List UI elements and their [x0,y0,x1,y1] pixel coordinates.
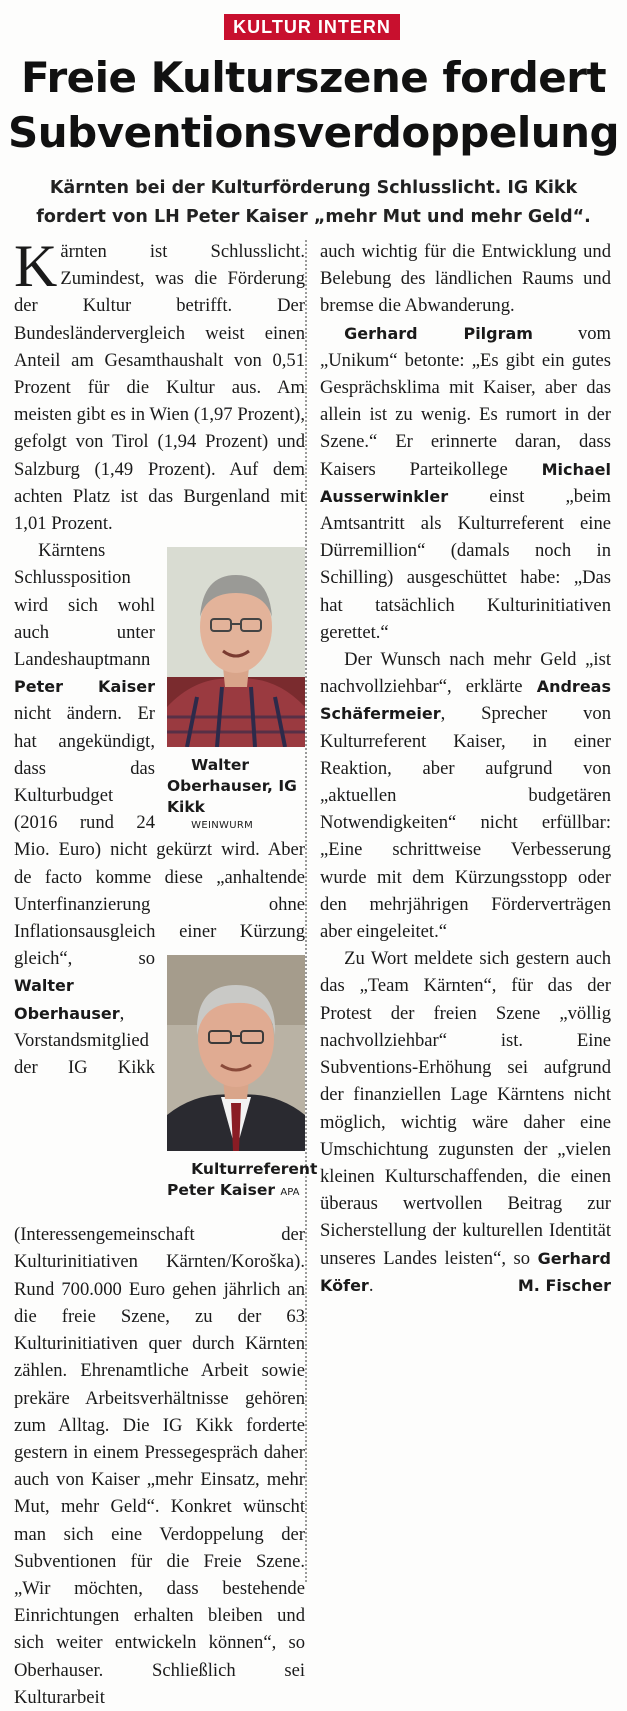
photo-kaiser-caption-text: Kulturreferent Peter Kaiser [167,1160,318,1200]
name-walter-oberhauser: Walter Oberhauser [14,976,120,1023]
name-gerhard-pilgram: Gerhard Pilgram [344,323,533,343]
paragraph-1 [14,233,305,537]
section-kicker: KULTUR INTERN [224,14,400,40]
headline [8,50,619,160]
author-byline: M. Fischer [517,1275,611,1295]
name-andreas-schaefermeier: Andreas Schäfermeier [320,677,611,724]
name-michael-ausserwinkler: Michael Ausserwinkler [320,459,611,506]
paragraph-5-text-a: Der Wunsch nach mehr Geld „ist nachvollziehbar“, erklärte [320,649,611,698]
paragraph-6-text-b: . [368,1274,374,1296]
photo-oberhauser-caption: Walter Oberhauser, IG Kikk [167,756,297,817]
subheadline-line-2: fordert von LH Peter Kaiser „mehr Mut und mehr Geld“. [36,207,591,227]
portrait-kaiser-icon [167,955,305,1151]
headline-line-2: Subventionsverdoppelung [8,108,620,157]
photo-kaiser-credit: APA [280,1187,300,1199]
paragraph-2-text-c: , Vorstandsmitglied der IG Kikk (Interessengemeinschaft der Kulturinitiativen Kärnten/Koroška). Rund 700.000 Euro gehen jährlich an die freie Szene, zu der 63 Kulturinitiativen quer durch Kärnten zählen. Ehrenamtliche Arbeit sowie prekäre Arbeitsverhältnisse gehören zum Alltag. Die IG Kikk forderte gestern in einem Pressegespräch daher auch von Kaiser „mehr Einsatz, mehr Mut, mehr Geld“. Konkret wünscht man sich eine Verdoppelung der Subventionen für die Freie Szene. „Wir möchten, dass bestehende Einrichtungen erhalten bleiben und sich weiter entwickeln können“, so Oberhauser. Schließlich sei Kulturarbeit [14,1002,305,1708]
name-peter-kaiser: Peter Kaiser [14,677,155,697]
article-column-2 [320,238,611,1299]
paragraph-6-text-a: Zu Wort meldete sich gestern auch das „Team Kärnten“, für das der Protest der freien Szene „völlig nachvollziehbar“ ist. Eine Subventions-Erhöhung sei aufgrund der finanziellen Lage Kärntens nicht möglich, wichtig wäre daher eine Umschichtung zugunsten der „vielen kleinen Kulturschaffenden, die einen überaus wertvollen Beitrag zur Sicherstellung der kulturellen Identität unseres Landes leisten“, so [320,948,611,1269]
column-divider [305,240,307,1582]
paragraph-2-text-b: nicht ändern. Er hat angekündigt, dass das Kulturbudget (2016 rund 24 Mio. Euro) nicht gekürzt wird. Aber de facto komme diese „anhaltende Unterfinanzierung ohne Inflationsausgleich einer Kürzung gleich“, so [14,703,305,970]
subheadline-line-1: Kärnten bei der Kulturförderung Schlusslicht. IG Kikk [49,178,578,198]
photo-oberhauser-credit: WEINWURM [191,820,253,832]
portrait-oberhauser-icon [167,547,305,747]
paragraph-4 [320,320,611,646]
photo-oberhauser [167,547,305,832]
subheadline [8,174,619,232]
article-column-1 [14,233,318,1711]
paragraph-2-text-a: Kärntens Schlussposition wird sich wohl auch unter Landeshauptmann [14,540,155,671]
paragraph-5-text-b: , Sprecher von Kulturreferent Kaiser, in einer Reaktion, aber aufgrund von „aktuellen budgetären Notwendigkeiten“ nicht erfüllbar: „Eine schrittweise Verbesserung wurde mit dem Kürzungsstopp oder den mehrjährigen Förderverträgen aber eingeleitet.“ [320,703,611,943]
paragraph-4-text-a: vom „Unikum“ betonte: „Es gibt ein gutes Gesprächsklima mit Kaiser, aber das allein ist zu wenig. Es rumort in der Szene.“ Er erinnerte daran, dass Kaisers Parteikollege [320,322,611,480]
photo-kaiser-caption [167,1159,318,1203]
paragraph-1-text: ärnten ist Schlusslicht. Zumindest, was die Förderung der Kultur betrifft. Der Bundesländervergleich weist einen Anteil am Gesamthaushalt von 0,51 Prozent für die Kultur aus. Am meisten gibt es in Wien (1,97 Prozent), gefolgt von Tirol (1,94 Prozent) und Salzburg (1,49 Prozent). Auf dem achten Platz ist das Burgenland mit 1,01 Prozent. [14,241,305,535]
paragraph-2 [14,537,318,1711]
paragraph-6 [320,945,611,1299]
photo-kaiser [167,955,318,1217]
paragraph-5 [320,646,611,945]
paragraph-3: auch wichtig für die Entwicklung und Belebung des ländlichen Raums und bremse die Abwanderung. [320,241,611,317]
name-gerhard-koefer: Gerhard Köfer [320,1248,611,1295]
paragraph-4-text-b: einst „beim Amtsantritt als Kulturreferent eine Dürremillion“ (damals noch in Schilling) ausgeschüttet habe: „Das hat tatsächlich Kulturinitiativen gerettet.“ [320,485,611,643]
drop-cap: K [14,233,58,299]
headline-line-1: Freie Kulturszene fordert [20,53,607,102]
